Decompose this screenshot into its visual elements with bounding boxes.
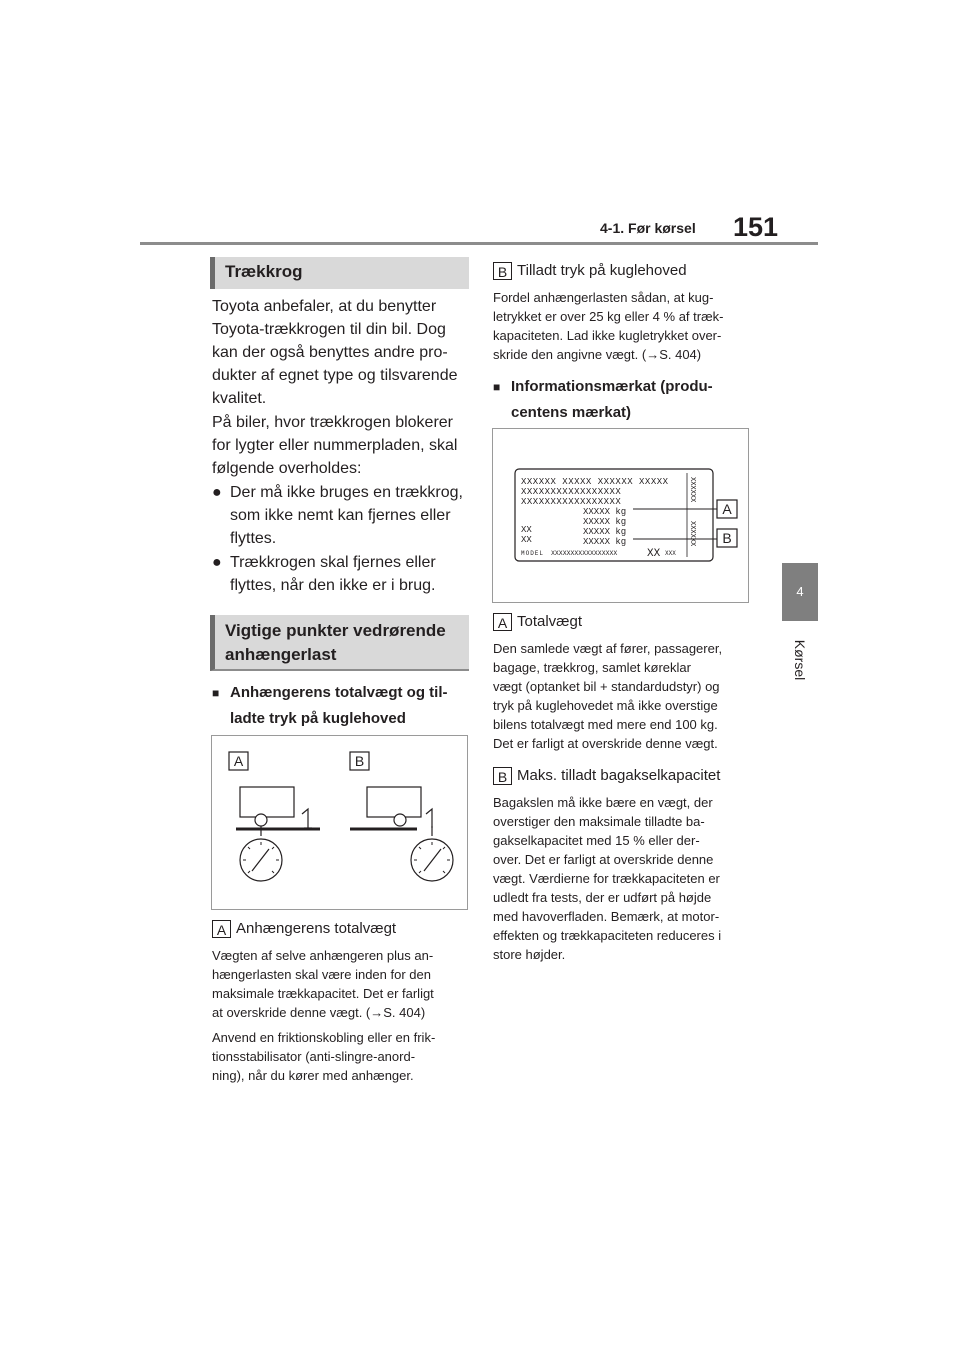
trailer-body-left	[240, 787, 294, 817]
term-a-total-weight	[212, 919, 396, 939]
line: at overskride denne vægt. (→S. 404)	[212, 1005, 426, 1020]
label-kg-row: XXXXX kg	[583, 507, 627, 517]
callout-label-b: B	[722, 530, 732, 546]
line: Fordel anhængerlasten sådan, at kug-	[493, 290, 714, 305]
term-b2-rear-axle	[493, 766, 720, 786]
trailer-wheel-left	[255, 814, 267, 826]
line: Anhængerens totalvægt og til-	[230, 684, 448, 701]
label-row-3: XXXXXXXXXXXXXXXXX	[521, 497, 622, 507]
line: ladte tryk på kuglehoved	[230, 710, 406, 727]
trailer-weight-figure	[211, 735, 468, 910]
subhead-total-weight	[212, 680, 474, 732]
line: store højder.	[493, 947, 566, 962]
line: Anvend en friktionskobling eller en frik-	[212, 1030, 436, 1045]
chapter-name-text: Kørsel	[792, 639, 808, 681]
trailer-body-right	[367, 787, 421, 817]
hitch-left	[302, 809, 308, 828]
heading-traekkrog	[210, 257, 469, 289]
term-a2-description	[493, 639, 755, 753]
hitch-right	[426, 809, 432, 828]
bullet-dot-icon: ●	[212, 554, 222, 571]
line: vægt. Værdierne for trækkapaciteten er	[493, 871, 720, 886]
line: som ikke nemt kan fjernes eller	[230, 507, 451, 524]
line: Toyota-trækkrogen til din bil. Dog	[212, 321, 446, 338]
label-side-text: XXXXXX	[688, 477, 696, 503]
line: maksimale trækkapacitet. Det er farligt	[212, 986, 434, 1001]
friction-coupling-note	[212, 1028, 474, 1085]
heading-line: Vigtige punkter vedrørende	[225, 621, 446, 640]
line: kapaciteten. Lad ikke kugletrykket over-	[493, 328, 722, 343]
blocking-paragraph	[212, 411, 472, 480]
line: dukter af egnet type og tilsvarende	[212, 367, 458, 384]
line: Trækkrogen skal fjernes eller	[230, 554, 436, 571]
line: Vægten af selve anhængeren plus an-	[212, 948, 434, 963]
figure-label-b: B	[354, 753, 365, 769]
label-xx: XX	[521, 525, 532, 535]
line: skride den angivne vægt. (→S. 404)	[493, 347, 702, 362]
section-label: 4-1. Før kørsel	[600, 220, 696, 236]
letter-box-b: B	[493, 262, 512, 280]
line: med havoverfladen. Bemærk, at motor-	[493, 909, 720, 924]
line: overstiger den maksimale tilladte ba-	[493, 814, 705, 829]
term-title: Anhængerens totalvægt	[236, 920, 397, 937]
line: effekten og trækkapaciteten reduceres i	[493, 928, 722, 943]
subhead-info-label	[493, 374, 755, 426]
term-title: Totalvægt	[517, 613, 583, 630]
term-b-description	[493, 288, 755, 364]
trailer-wheel-right	[394, 814, 406, 826]
line: bagage, trækkrog, samlet køreklar	[493, 660, 691, 675]
line: over. Det er farligt at overskride denne	[493, 852, 714, 867]
line: Toyota anbefaler, at du benytter	[212, 298, 437, 315]
label-side-text: XXXXXX	[688, 521, 696, 547]
heading-trailer-load	[210, 615, 469, 671]
term-a-description	[212, 946, 474, 1022]
line: Bagakslen må ikke bære en vægt, der	[493, 795, 713, 810]
bullet-item-2	[212, 551, 474, 597]
label-kg-row: XXXXX kg	[583, 537, 627, 547]
chapter-tab-name	[782, 630, 818, 690]
letter-box-a: A	[212, 920, 231, 938]
trailer-scales-illustration	[212, 736, 467, 909]
label-kg-row: XXXXX kg	[583, 517, 627, 527]
label-model-value: XXXXXXXXXXXXXXXXX	[551, 550, 618, 557]
line: Der må ikke bruges en trækkrog,	[230, 484, 463, 501]
letter-box-b: B	[493, 767, 512, 785]
line: kvalitet.	[212, 390, 267, 407]
heading-traekkrog-text: Trækkrog	[225, 262, 303, 281]
label-illustration	[493, 429, 748, 602]
line: letrykket er over 25 kg eller 4 % af træk-	[493, 309, 724, 324]
line: flyttes, når den ikke er i brug.	[230, 577, 436, 594]
manufacturer-label-figure	[492, 428, 749, 603]
figure-label-a: A	[233, 753, 244, 769]
line: tionsstabilisator (anti-slingre-anord-	[212, 1049, 416, 1064]
line: centens mærkat)	[511, 404, 632, 421]
line: Det er farligt at overskride denne vægt.	[493, 736, 718, 751]
term-title: Maks. tilladt bagakselkapacitet	[517, 767, 721, 784]
line: vægt (optanket bil + standardudstyr) og	[493, 679, 720, 694]
label-model-tail: XXX	[665, 550, 676, 557]
header-rule	[140, 242, 818, 245]
bullet-dot-icon: ●	[212, 484, 222, 501]
page-number: 151	[733, 212, 779, 242]
callout-label-a: A	[722, 501, 732, 517]
line: tryk på kuglehovedet må ikke overstige	[493, 698, 718, 713]
heading-line: anhængerlast	[225, 645, 337, 664]
line: bilens totalvægt med mere end 100 kg.	[493, 717, 718, 732]
line: udledt fra tests, der er udført på højde	[493, 890, 712, 905]
term-title: Tilladt tryk på kuglehoved	[517, 262, 687, 279]
line: På biler, hvor trækkrogen blokerer	[212, 414, 453, 431]
label-row-2: XXXXXXXXXXXXXXXXX	[521, 487, 622, 497]
line: Informationsmærkat (produ-	[511, 378, 713, 395]
line: hængerlasten skal være inden for den	[212, 967, 431, 982]
label-model-xx: XX	[647, 548, 661, 560]
term-a2-total-weight	[493, 612, 582, 632]
line: følgende overholdes:	[212, 460, 362, 477]
letter-box-a: A	[493, 613, 512, 631]
label-kg-row: XXXXX kg	[583, 527, 627, 537]
line: kan der også benyttes andre pro-	[212, 344, 448, 361]
line: for lygter eller nummerpladen, skal	[212, 437, 458, 454]
line: Den samlede vægt af fører, passagerer,	[493, 641, 723, 656]
line: flyttes.	[230, 530, 277, 547]
bullet-item-1	[212, 481, 474, 550]
label-model: MODEL	[521, 550, 545, 557]
square-bullet-icon: ■	[493, 380, 501, 394]
intro-paragraph	[212, 295, 472, 410]
line: ning), når du kører med anhænger.	[212, 1068, 414, 1083]
chapter-tab-number[interactable]: 4	[782, 563, 818, 621]
term-b2-description	[493, 793, 755, 964]
label-row-1: XXXXXX XXXXX XXXXXX XXXXX	[521, 477, 669, 487]
label-xx: XX	[521, 535, 532, 545]
square-bullet-icon: ■	[212, 686, 220, 700]
line: gakselkapacitet med 15 % eller der-	[493, 833, 700, 848]
term-b-ball-pressure	[493, 261, 687, 281]
